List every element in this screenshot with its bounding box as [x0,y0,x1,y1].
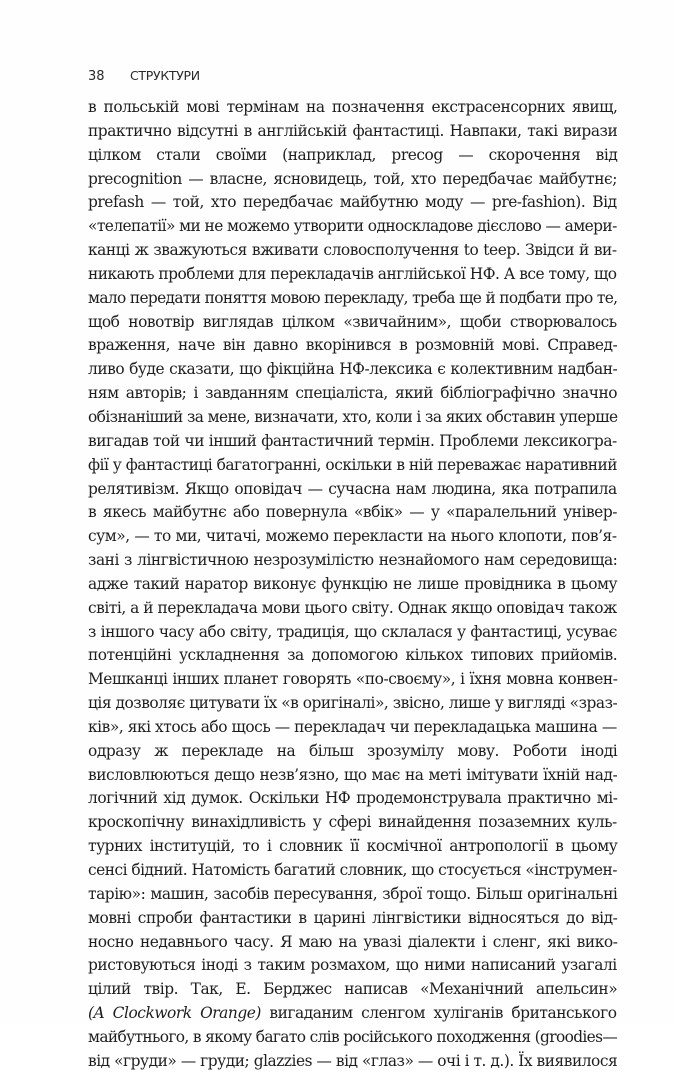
running-title: СТРУКТУРИ [130,68,200,83]
text-line: цілком стали своїми (наприклад, precog — скорочення від [88,145,618,164]
text-line: в польській мові термінам на позначення екстрасенсорних явищ, [88,98,618,116]
text-line: майбутнього, в якому багато слів російського походження (groodies— [88,1027,618,1046]
text-line: сенсі бідний. Натомість багатий словник, що стосується «інструмен- [88,861,617,879]
text-line: precognition — власне, ясновидець, той, хто передбачає майбутнє; [88,169,617,188]
text-line: релятивізм. Якщо оповідач — сучасна нам людина, яка потрапила [88,479,617,498]
text-line: потенційні ускладнення за допомогою кількох типових прийомів. [88,646,618,665]
text-line: з іншого часу або світу, традиція, що склалася у фантастиці, усуває [88,622,617,641]
text-line: ливо буде сказати, що фікційна НФ-лексика є колективним надбан- [88,360,618,379]
text-line: турних інституцій, то і словник її космічної антропології в цьому [88,837,618,856]
text-line: «телепатії» ми не можемо утворити односкладове дієслово — амери- [88,217,617,236]
text-line: ків», які хтось або щось — перекладач чи перекладацька машина — [88,717,617,736]
text-line: враження, наче він давно вкорінився в розмовній мові. Справед- [88,336,618,355]
text-line: тарію»: машин, засобів пересування, зброї тощо. Більш оригінальні [88,884,618,903]
text-line: цілий твір. Так, Е. Берджес написав «Механічний апельсин» [88,980,618,999]
text-line: адже такий наратор виконує функцію не лише провідника в цьому [88,574,618,593]
text-line: prefash — той, хто передбачає майбутню моду — pre-fashion). Від [88,193,617,212]
text-line: никають проблеми для перекладачів англійської НФ. А все тому, що [88,264,617,283]
text-line: канці ж зважуються вживати словосполучення to teep. Звідси й ви- [88,241,617,260]
text-line: висловлюються дещо незв’язно, що має на меті імітувати їхній над- [88,765,618,784]
text-line: ням авторів; і завданням спеціаліста, який бібліографічно значно [88,384,618,403]
text-line: кроскопічну винахідливість у сфері винайдення позаземних куль- [88,813,617,832]
text-line: вигадав той чи інший фантастичний термін. Проблеми лексикогра- [88,431,617,450]
text-line: зані з лінгвістичною незрозумілістю незнайомого нам середовища: [88,551,618,570]
text-line: сум», — то ми, читачі, можемо перекласти на нього клопоти, пов’я- [88,527,617,546]
text-line: одразу ж перекладе на більш зрозумілу мову. Роботи іноді [88,741,618,760]
body-text [88,96,617,1074]
text-line: мовні спроби фантастики в царині лінгвістики відносяться до від- [88,908,618,927]
running-header [88,68,200,88]
page-number: 38 [88,69,105,84]
text-line: щоб новотвір виглядав цілком «звичайним», щоби створювалось [88,312,617,331]
text-line [88,1002,617,1026]
text-line: практично відсутні в англійській фантастиці. Навпаки, такі вирази [88,121,618,140]
text-line: в якесь майбутнє або повернула «вбік» — у «паралельний універ- [88,503,617,522]
text-line: Мешканці інших планет говорять «по-своєму», і їхня мовна конвен- [88,670,618,689]
text-line: від «груди» — груди; glazzies — від «глаз» — очі і т. д.). Їх виявилося [88,1051,618,1070]
text-line: обізнаніший за мене, визначати, хто, коли і за яких обставин уперше [88,407,618,426]
text-line: світі, а й перекладача мови цього світу. Однак якщо оповідач також [88,598,617,617]
text-line-rest: вигаданим сленгом хуліганів британського [260,1004,617,1023]
book-title-italic: (A Clockwork Orange) [88,1004,261,1023]
text-line: логічний хід думок. Оскільки НФ продемонструвала практично мі- [88,789,618,808]
text-line: мало передати поняття мовою перекладу, треба ще й подбати про те, [88,288,618,307]
text-line: носно недавнього часу. Я маю на увазі діалекти і сленг, які вико- [88,932,618,951]
text-line: фії у фантастиці багатогранні, оскільки в ній переважає наративний [88,455,618,474]
text-line: ристовуються іноді з таким розмахом, що ними написаний узагалі [88,956,617,975]
text-line: ція дозволяє цитувати їх «в оригіналі», звісно, лише у вигляді «зраз- [88,694,618,713]
